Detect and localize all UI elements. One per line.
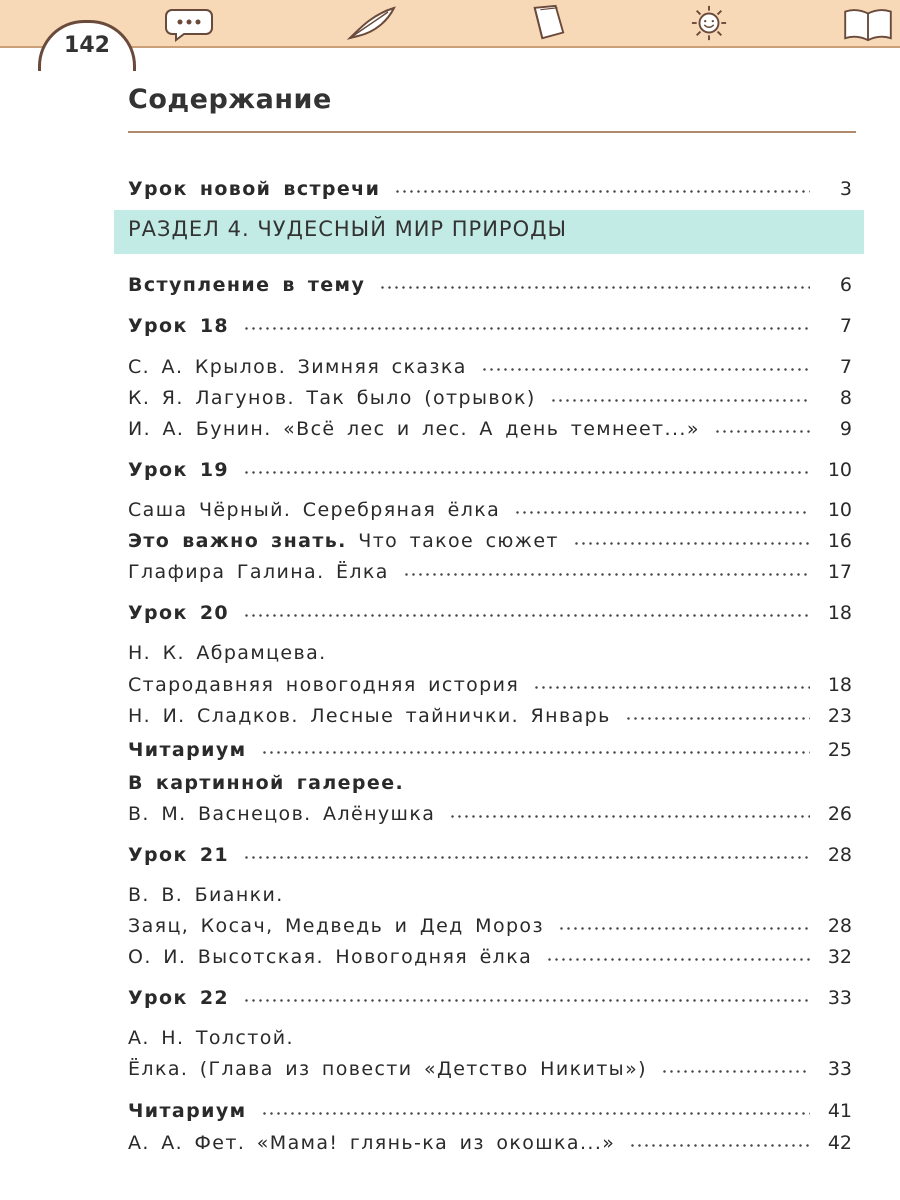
toc-entry: Заяц, Косач, Медведь и Дед Мороз 28 <box>128 915 852 937</box>
toc-entry: Урок 18 7 <box>128 315 852 337</box>
toc-entry: В. М. Васнецов. Алёнушка 26 <box>128 803 852 825</box>
page-ref: 6 <box>839 274 852 296</box>
toc-entry: Глафира Галина. Ёлка 17 <box>128 561 852 583</box>
toc-entry: Вступление в тему 6 <box>128 274 852 296</box>
toc-entry: Читариум 41 <box>128 1100 852 1122</box>
book-icon <box>526 4 570 42</box>
toc-entry: А. А. Фет. «Мама! глянь-ка из окошка...» 42 <box>128 1132 852 1154</box>
page-ref: 7 <box>839 315 852 337</box>
toc-entry: И. А. Бунин. «Всё лес и лес. А день темнеет...» 9 <box>128 418 852 440</box>
toc-entry: В картинной галерее. <box>128 772 405 794</box>
toc-entry: Урок 21 28 <box>128 844 852 866</box>
page-ref: 23 <box>827 705 852 727</box>
toc-entry: Урок 22 33 <box>128 987 852 1009</box>
page-ref: 7 <box>839 356 852 378</box>
section-title: РАЗДЕЛ 4. ЧУДЕСНЫЙ МИР ПРИРОДЫ <box>128 217 568 241</box>
page-ref: 16 <box>827 530 852 552</box>
toc-entry: Н. И. Сладков. Лесные тайнички. Январь 23 <box>128 705 852 727</box>
speech-bubble-icon <box>164 4 214 42</box>
page-ref: 10 <box>827 459 852 481</box>
sun-icon <box>686 4 732 42</box>
toc-entry: Стародавняя новогодняя история 18 <box>128 674 852 696</box>
page-ref: 26 <box>827 803 852 825</box>
page-ref: 32 <box>827 946 852 968</box>
feather-icon <box>344 4 400 42</box>
title-underline <box>128 131 856 133</box>
toc-entry: С. А. Крылов. Зимняя сказка 7 <box>128 356 852 378</box>
page-ref: 33 <box>827 1058 852 1080</box>
page-ref: 25 <box>827 739 852 761</box>
toc-entry: Саша Чёрный. Серебряная ёлка 10 <box>128 499 852 521</box>
page-ref: 10 <box>827 499 852 521</box>
page-ref: 33 <box>827 987 852 1009</box>
page-ref: 28 <box>827 915 852 937</box>
page-ref: 18 <box>827 602 852 624</box>
page-title: Содержание <box>128 84 332 115</box>
page-ref: 8 <box>839 387 852 409</box>
toc-entry: К. Я. Лагунов. Так было (отрывок) 8 <box>128 387 852 409</box>
page-ref: 42 <box>827 1132 852 1154</box>
page-ref: 3 <box>839 178 852 200</box>
open-book-icon <box>840 4 896 42</box>
toc-entry: О. И. Высотская. Новогодняя ёлка 32 <box>128 946 852 968</box>
toc-entry: Урок новой встречи 3 <box>128 178 852 200</box>
toc-entry: Урок 19 10 <box>128 459 852 481</box>
page-number: 142 <box>38 20 136 71</box>
page-ref: 17 <box>827 561 852 583</box>
toc-entry: А. Н. Толстой. <box>128 1027 294 1049</box>
header-band <box>0 0 900 48</box>
toc-entry: Читариум 25 <box>128 739 852 761</box>
toc-entry: Ёлка. (Глава из повести «Детство Никиты») 33 <box>128 1058 852 1080</box>
page-ref: 18 <box>827 674 852 696</box>
toc-entry: В. В. Бианки. <box>128 884 284 906</box>
page-ref: 9 <box>839 418 852 440</box>
page-ref: 41 <box>827 1100 852 1122</box>
page-ref: 28 <box>827 844 852 866</box>
toc-entry: Н. К. Абрамцева. <box>128 642 327 664</box>
toc-entry: Урок 20 18 <box>128 602 852 624</box>
toc-entry: Это важно знать. Что такое сюжет 16 <box>128 530 852 552</box>
